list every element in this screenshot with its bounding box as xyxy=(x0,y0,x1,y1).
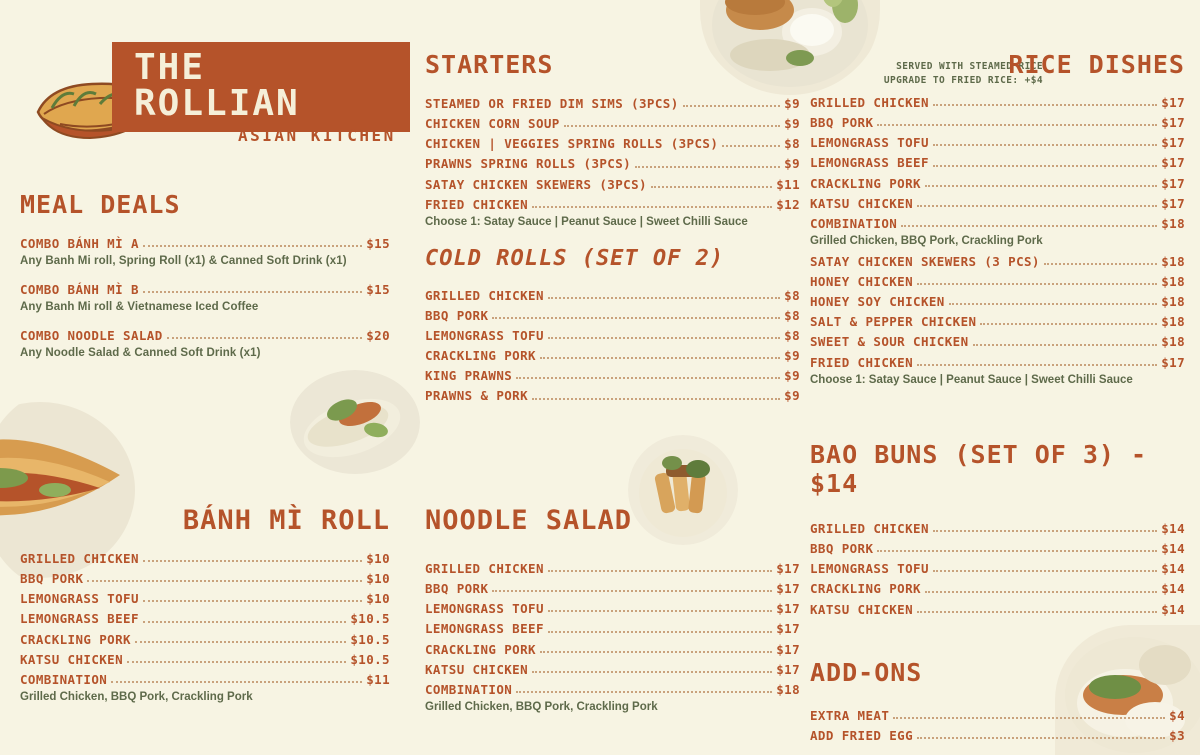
rice-note-line1: SERVED WITH STEAMED RICE xyxy=(896,61,1043,72)
meal-deals-section xyxy=(20,190,390,375)
starters-title: STARTERS xyxy=(425,50,554,79)
item-description: Any Noodle Salad & Canned Soft Drink (x1) xyxy=(20,347,261,360)
leader-dots xyxy=(548,569,772,572)
menu-row xyxy=(425,157,800,170)
meal-deal-item xyxy=(20,237,390,267)
item-name: BBQ PORK xyxy=(20,571,84,587)
item-name: KATSU CHICKEN xyxy=(20,651,124,667)
rice-dishes-header xyxy=(810,50,1185,90)
item-price: $9 xyxy=(784,116,800,132)
add-ons-section xyxy=(810,658,1185,742)
item-price: $14 xyxy=(1161,521,1185,536)
item-price: $17 xyxy=(1161,155,1185,171)
item-price: $14 xyxy=(1161,561,1185,577)
leader-dots xyxy=(143,244,362,247)
item-name: LEMONGRASS TOFU xyxy=(425,328,544,343)
item-price: $18 xyxy=(1161,253,1185,269)
leader-dots xyxy=(548,296,780,299)
item-name: LEMONGRASS TOFU xyxy=(20,591,139,607)
noodle-salad-title: NOODLE SALAD xyxy=(425,505,633,536)
item-price: $17 xyxy=(776,661,800,677)
leader-dots xyxy=(1044,262,1157,265)
item-price: $14 xyxy=(1161,601,1185,617)
item-description: Any Banh Mi roll & Vietnamese Iced Coffee xyxy=(20,301,259,314)
bao-buns-section xyxy=(810,440,1185,749)
menu-row xyxy=(425,643,800,656)
bao-buns-title: BAO BUNS (SET OF 3) - $14 xyxy=(810,440,1148,498)
leader-dots xyxy=(877,123,1157,126)
menu-row xyxy=(425,582,800,595)
item-price: $10.5 xyxy=(350,611,390,627)
menu-row xyxy=(810,295,1185,308)
combination-note: Grilled Chicken, BBQ Pork, Crackling Pork xyxy=(810,234,1043,247)
item-name: COMBINATION xyxy=(810,215,898,231)
item-price: $11 xyxy=(776,176,800,192)
item-name: GRILLED CHICKEN xyxy=(425,287,544,303)
leader-dots xyxy=(933,164,1157,167)
leader-dots xyxy=(917,282,1157,285)
item-price: $8 xyxy=(784,136,800,152)
leader-dots xyxy=(143,290,362,293)
item-name: EXTRA MEAT xyxy=(810,707,890,723)
item-name: CHICKEN CORN SOUP xyxy=(425,116,560,132)
item-price: $14 xyxy=(1161,541,1185,557)
item-name: LEMONGRASS TOFU xyxy=(810,561,929,577)
item-name: BBQ PORK xyxy=(425,307,489,323)
menu-row xyxy=(20,329,390,342)
item-name: ADD FRIED EGG xyxy=(810,727,914,743)
combination-note: Grilled Chicken, BBQ Pork, Crackling Pork xyxy=(20,690,253,703)
item-price: $10.5 xyxy=(350,651,390,667)
menu-row xyxy=(425,602,800,615)
menu-row xyxy=(810,542,1185,555)
item-price: $12 xyxy=(776,196,800,212)
brand-name: THE ROLLIAN xyxy=(134,47,300,124)
item-price: $8 xyxy=(784,287,800,303)
item-name: KING PRAWNS xyxy=(425,368,513,384)
item-price: $9 xyxy=(784,96,800,111)
item-price: $18 xyxy=(1161,314,1185,330)
item-price: $17 xyxy=(1161,195,1185,211)
item-price: $17 xyxy=(776,641,800,657)
menu-row xyxy=(425,289,800,302)
item-price: $10 xyxy=(366,571,390,587)
starters-choose-note: Choose 1: Satay Sauce | Peanut Sauce | Sweet Chilli Sauce xyxy=(425,215,748,228)
menu-row xyxy=(425,198,800,211)
add-ons-title: ADD-ONS xyxy=(810,657,923,687)
item-name: GRILLED CHICKEN xyxy=(810,95,929,110)
leader-dots xyxy=(516,376,780,379)
item-price: $17 xyxy=(1161,95,1185,110)
logo-block xyxy=(20,26,410,156)
item-price: $17 xyxy=(1161,115,1185,131)
item-price: $10.5 xyxy=(350,631,390,647)
leader-dots xyxy=(564,124,780,127)
menu-row xyxy=(425,178,800,191)
leader-dots xyxy=(917,736,1165,739)
leader-dots xyxy=(548,336,780,339)
item-name: LEMONGRASS BEEF xyxy=(810,155,929,171)
item-name: GRILLED CHICKEN xyxy=(810,521,929,536)
menu-row xyxy=(810,156,1185,169)
menu-row xyxy=(425,389,800,402)
item-name: BBQ PORK xyxy=(810,541,874,557)
menu-row xyxy=(810,522,1185,535)
meal-deal-item xyxy=(20,329,390,359)
leader-dots xyxy=(933,529,1157,532)
menu-row xyxy=(810,255,1185,268)
item-name: LEMONGRASS BEEF xyxy=(20,611,139,627)
item-name: COMBO NOODLE SALAD xyxy=(20,328,163,344)
leader-dots xyxy=(87,579,362,582)
leader-dots xyxy=(548,609,772,612)
leader-dots xyxy=(925,590,1157,593)
item-name: FRIED CHICKEN xyxy=(425,196,529,212)
item-price: $17 xyxy=(776,581,800,597)
leader-dots xyxy=(925,184,1157,187)
item-name: COMBO BÁNH MÌ A xyxy=(20,236,139,251)
menu-row xyxy=(20,572,390,585)
menu-row xyxy=(810,335,1185,348)
item-price: $18 xyxy=(1161,294,1185,310)
leader-dots xyxy=(532,670,772,673)
menu-row xyxy=(20,283,390,296)
menu-row xyxy=(425,97,800,110)
item-name: HONEY CHICKEN xyxy=(810,274,914,289)
item-name: CRACKLING PORK xyxy=(425,641,536,657)
menu-row xyxy=(810,562,1185,575)
menu-row xyxy=(810,197,1185,210)
item-name: KATSU CHICKEN xyxy=(810,601,914,617)
rice-dishes-section xyxy=(810,50,1185,386)
leader-dots xyxy=(683,104,781,107)
banh-mi-roll-header xyxy=(20,505,390,536)
item-price: $18 xyxy=(1161,274,1185,289)
rice-choose-note: Choose 1: Satay Sauce | Peanut Sauce | Sweet Chilli Sauce xyxy=(810,373,1133,386)
menu-row xyxy=(810,729,1185,742)
item-name: GRILLED CHICKEN xyxy=(425,561,544,576)
leader-dots xyxy=(135,640,346,643)
spring-roll-photo xyxy=(290,370,420,475)
item-name: PRAWNS SPRING ROLLS (3PCS) xyxy=(425,156,632,172)
menu-row xyxy=(425,117,800,130)
leader-dots xyxy=(949,302,1157,305)
item-price: $9 xyxy=(784,348,800,364)
combination-note: Grilled Chicken, BBQ Pork, Crackling Pork xyxy=(425,700,658,713)
banh-mi-roll-section xyxy=(20,552,390,703)
item-name: COMBINATION xyxy=(20,671,108,687)
item-price: $4 xyxy=(1169,707,1185,723)
leader-dots xyxy=(893,716,1165,719)
leader-dots xyxy=(917,204,1157,207)
leader-dots xyxy=(973,343,1158,346)
item-name: CRACKLING PORK xyxy=(425,348,536,364)
item-name: BBQ PORK xyxy=(425,581,489,597)
cold-rolls-title: COLD ROLLS (SET OF 2) xyxy=(425,245,725,271)
item-description: Any Banh Mi roll, Spring Roll (x1) & Canned Soft Drink (x1) xyxy=(20,255,347,268)
item-price: $20 xyxy=(366,328,390,344)
item-price: $11 xyxy=(366,671,390,687)
leader-dots xyxy=(492,589,772,592)
noodle-salad-section xyxy=(425,505,800,713)
menu-row xyxy=(425,137,800,150)
brand-tagline: ASIAN KITCHEN xyxy=(238,126,396,145)
menu-row xyxy=(20,653,390,666)
menu-row xyxy=(425,349,800,362)
leader-dots xyxy=(722,144,780,147)
item-name: CHICKEN | VEGGIES SPRING ROLLS (3PCS) xyxy=(425,136,719,152)
leader-dots xyxy=(917,363,1157,366)
item-price: $18 xyxy=(776,681,800,697)
menu-row xyxy=(810,275,1185,288)
menu-row xyxy=(20,673,390,686)
menu-row xyxy=(810,116,1185,129)
menu-row xyxy=(20,237,390,250)
item-name: HONEY SOY CHICKEN xyxy=(810,294,945,310)
item-price: $15 xyxy=(366,282,390,298)
leader-dots xyxy=(933,569,1157,572)
item-name: CRACKLING PORK xyxy=(810,175,921,191)
leader-dots xyxy=(877,549,1157,552)
item-name: CRACKLING PORK xyxy=(20,631,131,647)
banh-mi-roll-title: BÁNH MÌ ROLL xyxy=(182,505,390,536)
menu-row xyxy=(810,709,1185,722)
item-name: LEMONGRASS TOFU xyxy=(810,135,929,151)
meal-deal-item xyxy=(20,283,390,313)
leader-dots xyxy=(933,103,1157,106)
item-name: BBQ PORK xyxy=(810,115,874,131)
item-name: SATAY CHICKEN SKEWERS (3 PCS) xyxy=(810,253,1040,269)
menu-row xyxy=(810,177,1185,190)
menu-row xyxy=(425,663,800,676)
item-price: $17 xyxy=(1161,354,1185,370)
rice-dishes-title: RICE DISHES xyxy=(1008,50,1185,79)
item-price: $17 xyxy=(1161,135,1185,151)
item-price: $8 xyxy=(784,307,800,323)
item-name: GRILLED CHICKEN xyxy=(20,551,139,566)
menu-row xyxy=(810,136,1185,149)
item-name: COMBO BÁNH MÌ B xyxy=(20,282,139,298)
item-name: KATSU CHICKEN xyxy=(810,195,914,211)
leader-dots xyxy=(635,165,780,168)
menu-row xyxy=(425,329,800,342)
leader-dots xyxy=(111,680,362,683)
item-price: $17 xyxy=(776,561,800,576)
starters-section xyxy=(425,50,800,410)
item-price: $17 xyxy=(1161,175,1185,191)
item-name: CRACKLING PORK xyxy=(810,581,921,597)
menu-row xyxy=(20,612,390,625)
item-name: LEMONGRASS BEEF xyxy=(425,621,544,637)
leader-dots xyxy=(540,356,780,359)
menu-row xyxy=(810,315,1185,328)
leader-dots xyxy=(143,599,362,602)
menu-row xyxy=(425,369,800,382)
leader-dots xyxy=(492,316,780,319)
item-name: SALT & PEPPER CHICKEN xyxy=(810,314,977,330)
item-price: $3 xyxy=(1169,727,1185,743)
leader-dots xyxy=(548,630,772,633)
item-price: $9 xyxy=(784,388,800,404)
item-price: $8 xyxy=(784,328,800,343)
menu-row xyxy=(20,592,390,605)
leader-dots xyxy=(532,205,772,208)
menu-row xyxy=(425,309,800,322)
item-name: COMBINATION xyxy=(425,681,513,697)
item-name: SWEET & SOUR CHICKEN xyxy=(810,334,969,350)
leader-dots xyxy=(516,690,772,693)
menu-row xyxy=(810,356,1185,369)
item-name: LEMONGRASS TOFU xyxy=(425,601,544,617)
item-price: $9 xyxy=(784,368,800,384)
item-name: FRIED CHICKEN xyxy=(810,354,914,370)
item-price: $17 xyxy=(776,601,800,617)
menu-row xyxy=(20,552,390,565)
item-name: KATSU CHICKEN xyxy=(425,661,529,677)
leader-dots xyxy=(917,610,1157,613)
item-price: $9 xyxy=(784,156,800,172)
item-price: $18 xyxy=(1161,215,1185,231)
item-price: $10 xyxy=(366,591,390,607)
item-name: PRAWNS & PORK xyxy=(425,388,529,404)
item-price: $10 xyxy=(366,551,390,566)
leader-dots xyxy=(532,397,780,400)
rice-note-line2: UPGRADE TO FRIED RICE: +$4 xyxy=(883,75,1043,87)
leader-dots xyxy=(143,559,362,562)
item-name: STEAMED OR FRIED DIM SIMS (3PCS) xyxy=(425,96,679,111)
menu-row xyxy=(810,96,1185,109)
menu-row xyxy=(810,603,1185,616)
menu-row xyxy=(425,562,800,575)
menu-row xyxy=(425,683,800,696)
item-price: $18 xyxy=(1161,334,1185,350)
leader-dots xyxy=(540,650,772,653)
brand-name-box xyxy=(112,42,410,132)
item-price: $17 xyxy=(776,621,800,637)
leader-dots xyxy=(143,620,346,623)
leader-dots xyxy=(901,224,1157,227)
item-name: SATAY CHICKEN SKEWERS (3PCS) xyxy=(425,176,647,192)
leader-dots xyxy=(651,185,772,188)
item-price: $14 xyxy=(1161,581,1185,597)
leader-dots xyxy=(127,660,346,663)
item-price: $15 xyxy=(366,236,390,251)
leader-dots xyxy=(933,143,1157,146)
menu-row xyxy=(810,217,1185,230)
menu-row xyxy=(810,582,1185,595)
meal-deals-title: MEAL DEALS xyxy=(20,190,181,219)
leader-dots xyxy=(980,322,1157,325)
leader-dots xyxy=(167,336,363,339)
menu-row xyxy=(425,622,800,635)
menu-row xyxy=(20,633,390,646)
